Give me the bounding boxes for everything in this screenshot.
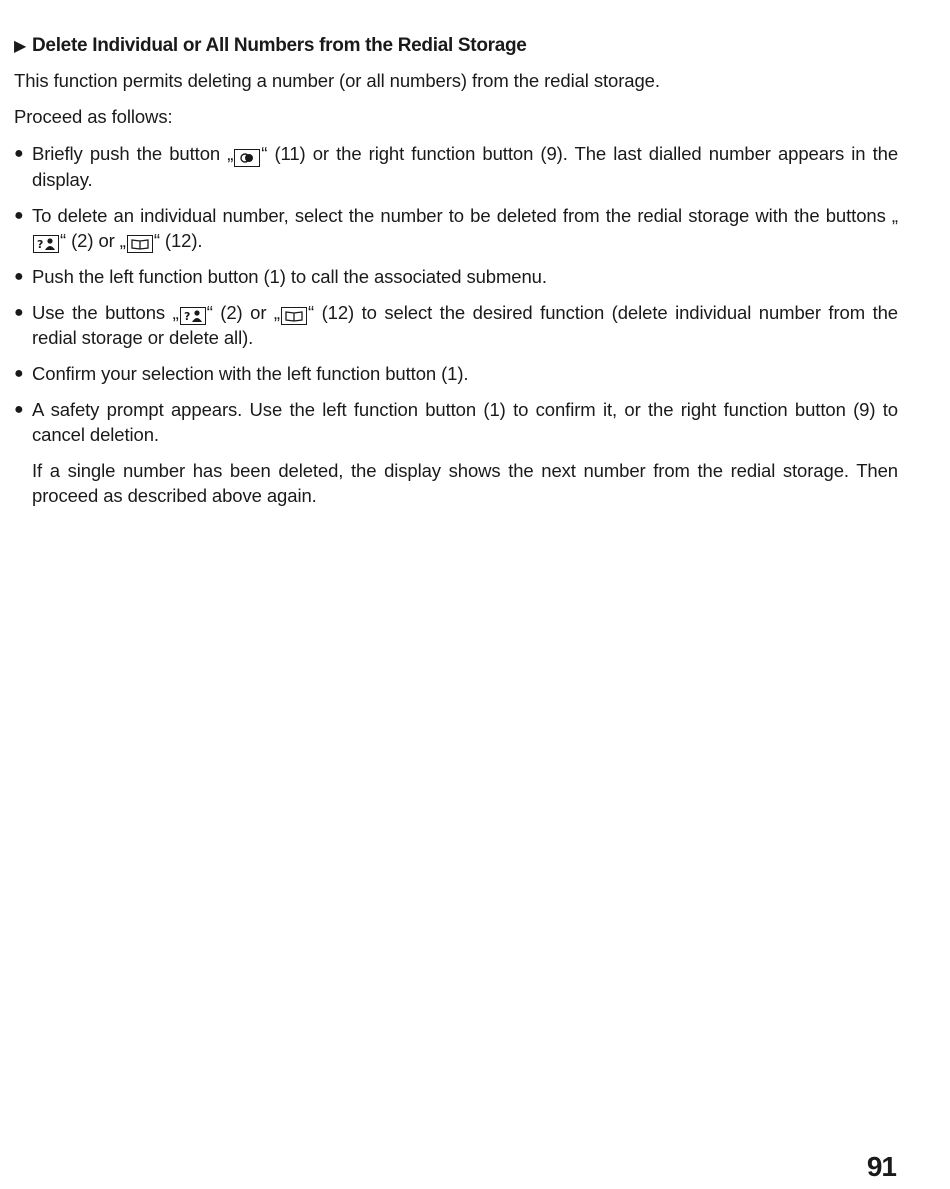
step-text: A safety prompt appears. Use the left function button (1) to confirm it, or the right function button (9) to cancel deletion. [32,399,898,445]
contact-key-icon [33,235,59,253]
intro-paragraph: This function permits deleting a number (or all numbers) from the redial storage. [14,70,660,91]
bullet-icon: ● [14,268,24,285]
step-text: “ (12) to select the desired function (delete individual number from the redial storage or delete all). [32,302,898,348]
list-item [14,300,898,350]
list-item [14,361,898,386]
svg-text:?: ? [37,238,44,250]
step-text: “ (2) or „ [60,230,126,251]
list-item [14,397,898,447]
step-text: “ (12). [153,230,203,251]
contact-key-icon [180,307,206,325]
phonebook-key-icon [281,307,307,325]
step-text: Use the buttons „ [32,302,179,323]
step-text: To delete an individual number, select the number to be deleted from the redial storage with the buttons „ [32,205,898,226]
list-item [14,203,898,253]
phonebook-key-icon [127,235,153,253]
list-item [14,264,898,289]
step-text: Briefly push the button „ [32,143,234,164]
list-item [14,141,898,192]
bullet-icon: ● [14,365,24,382]
bullet-icon: ● [14,207,24,224]
step-text: Confirm your selection with the left function button (1). [32,363,469,384]
step-text: Push the left function button (1) to call the associated submenu. [32,266,547,287]
section-heading [14,32,898,60]
manual-page [14,32,898,508]
page-number: 91 [866,1151,896,1182]
steps-list [14,141,898,447]
bullet-icon: ● [14,304,24,321]
step-text: “ (11) or the right function button (9). The last dialled number appears in the display. [32,143,899,190]
proceed-paragraph: Proceed as follows: [14,106,173,127]
redial-key-icon [234,149,260,167]
triangle-marker-icon: ▶ [14,38,27,55]
note-paragraph: If a single number has been deleted, the display shows the next number from the redial storage. Then proceed as described above again. [32,460,898,506]
bullet-icon: ● [14,145,24,162]
step-text: “ (2) or „ [206,302,280,323]
section-title: Delete Individual or All Numbers from the Redial Storage [32,35,527,56]
svg-text:?: ? [183,310,190,322]
bullet-icon: ● [14,401,24,418]
